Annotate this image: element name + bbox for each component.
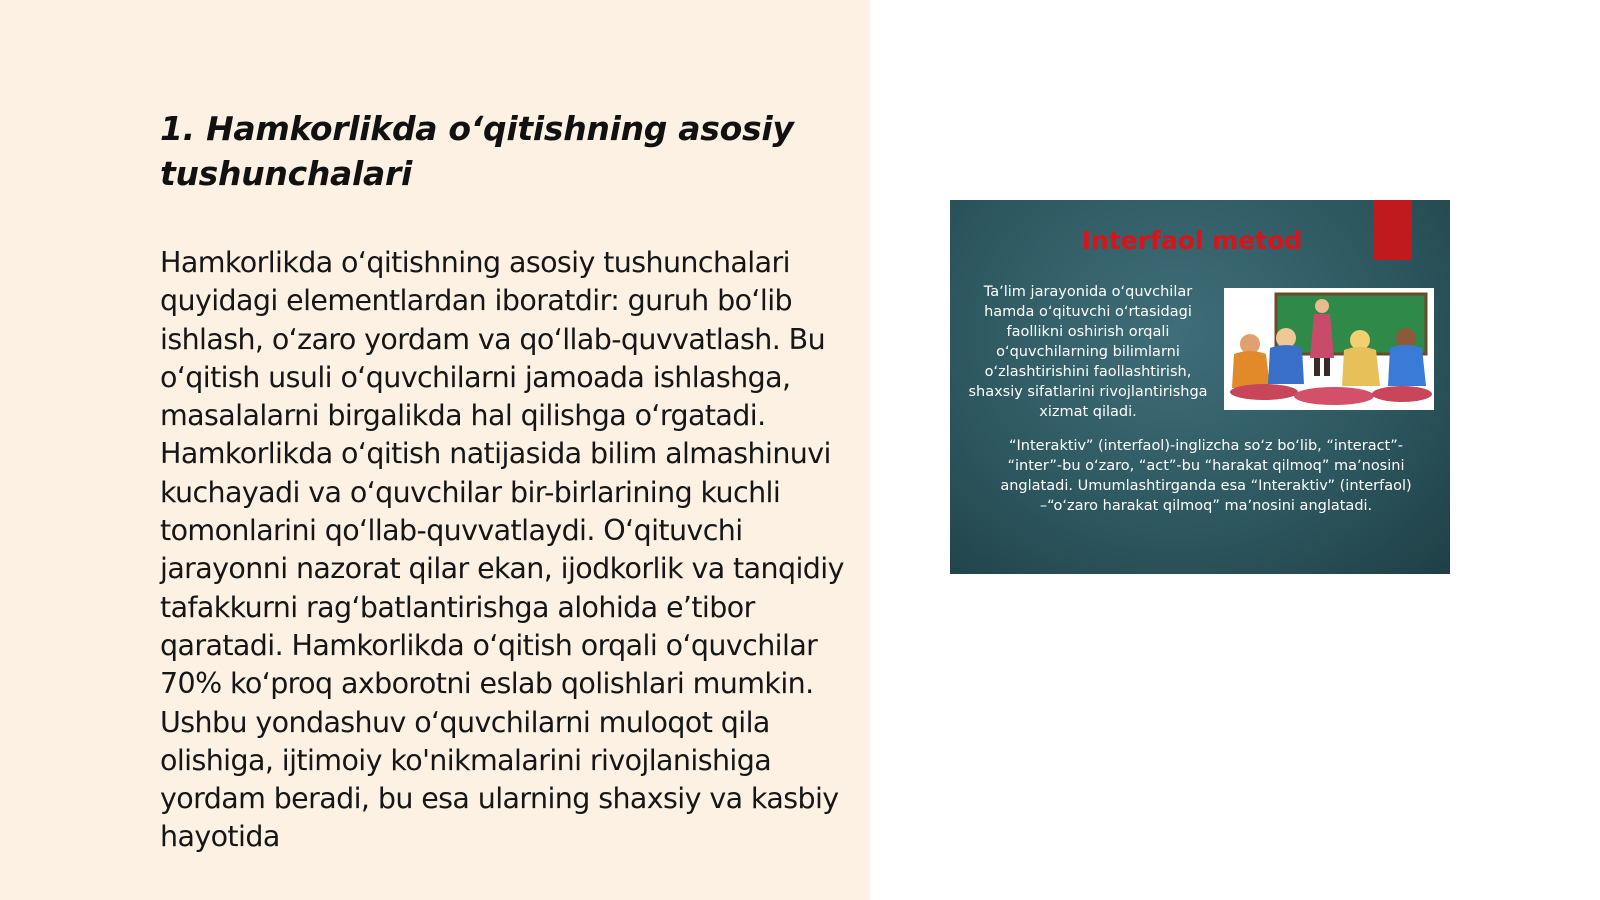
classroom-group-icon (1224, 288, 1434, 410)
figure-definition-text: “Interaktiv” (interfaol)-inglizcha soʻz boʻlib, “interact”- “inter”-bu oʻzaro, “act”-bu “harakat qilmoq” maʼnosini anglatadi. Umumlashtirganda esa “Interaktiv” (interfaol) –“oʻzaro harakat qilmoq” maʼnosini anglatadi. (1000, 438, 1412, 514)
figure-title: Interfaol metod (1081, 226, 1303, 255)
figure-description: Taʼlim jarayonida oʻquvchilar hamda oʻqituvchi oʻrtasidagi faollikni oshirish orqali oʻquvchilarning bilimlarni oʻzlashtirishini faollashtirish, shaxsiy sifatlarini rivojlantirishga xizmat qiladi. (968, 284, 1208, 420)
interfaol-metod-picture (950, 200, 1450, 574)
slide-body-text: Hamkorlikda oʻqitishning asosiy tushunchalari quyidagi elementlardan iboratdir: guruh boʻlib ishlash, oʻzaro yordam va qoʻllab-quvvatlash. Bu oʻqitish usuli oʻquvchilarni jamoada ishlashga, masalalarni birgalikda hal qilishga oʻrgatadi. Hamkorlikda oʻqitish natijasida bilim almashinuvi kuchayadi va oʻquvchilar bir-birlarining kuchli tomonlarini qoʻllab-quvvatlaydi. Oʻqituvchi jarayonni nazorat qilar ekan, ijodkorlik va tanqidiy tafakkurni ragʻbatlantirishga alohida eʼtibor qaratadi. Hamkorlikda oʻqitish orqali oʻquvchilar 70% koʻproq axborotni eslab qolishlari mumkin. Ushbu yondashuv oʻquvchilarni muloqot qila olishiga, ijtimoiy ko'nikmalarini rivojlanishiga yordam beradi, bu esa ularning shaxsiy va kasbiy hayotida (160, 246, 844, 854)
slide-title: 1. Hamkorlikda oʻqitishning asosiy tushunchalari (160, 109, 794, 193)
